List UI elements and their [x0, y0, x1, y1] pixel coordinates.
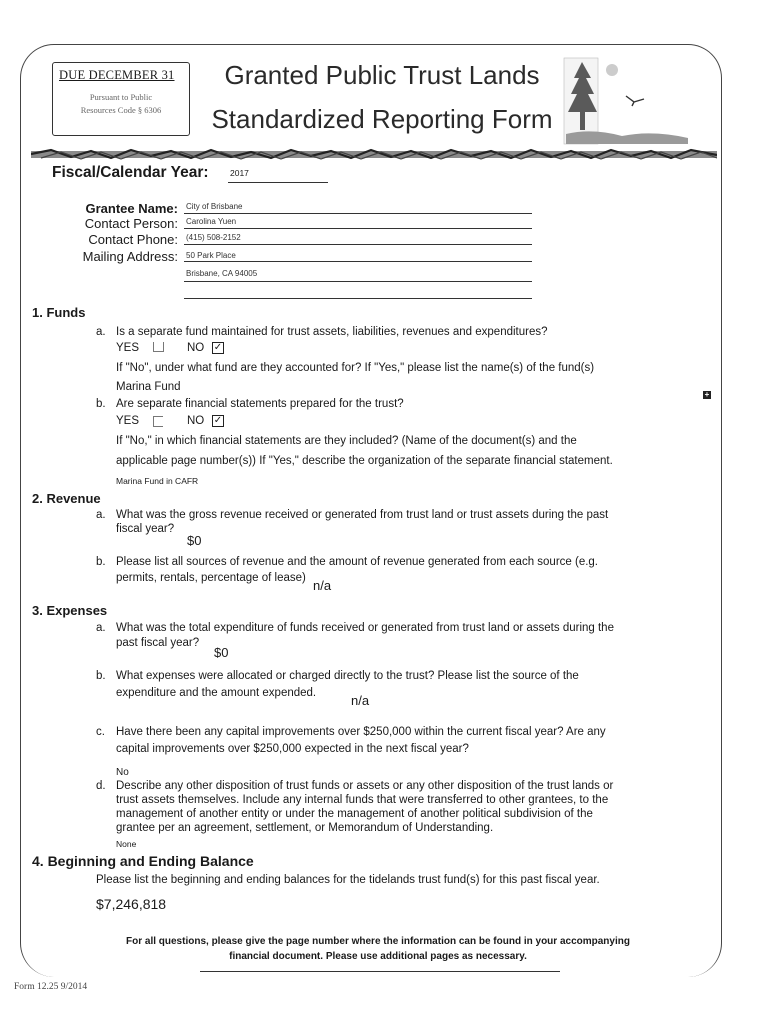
section-heading-revenue: 2. Revenue: [32, 491, 101, 506]
expenses-question-a-line2: past fiscal year?: [116, 637, 200, 649]
section-heading-funds: 1. Funds: [32, 305, 86, 320]
item-marker: a.: [96, 622, 106, 634]
expenses-answer-c[interactable]: No: [116, 767, 129, 778]
funds-a-no-label: NO: [187, 342, 205, 354]
item-marker: b.: [96, 556, 106, 568]
expenses-question-c-line1: Have there been any capital improvements over $250,000 within the current fiscal year? Are any: [116, 726, 606, 738]
expenses-question-d-line4: grantee per an agreement, settlement, or Memorandum of Understanding.: [116, 822, 494, 834]
funds-b-yes-checkbox[interactable]: [153, 416, 163, 427]
field-underline: [184, 213, 532, 214]
expenses-question-a-line1: What was the total expenditure of funds received or generated from trust land or assets during the: [116, 622, 614, 634]
funds-followup-b-line1: If "No," in which financial statements are they included? (Name of the document(s) and the: [116, 435, 577, 447]
mailing-address-line-1[interactable]: 50 Park Place: [186, 251, 236, 260]
mailing-address-line-2[interactable]: Brisbane, CA 94005: [186, 269, 258, 278]
funds-answer-b[interactable]: Marina Fund in CAFR: [116, 476, 199, 486]
funds-b-no-label: NO: [187, 415, 205, 427]
balance-value[interactable]: $7,246,818: [96, 896, 167, 912]
fiscal-year-value[interactable]: 2017: [230, 168, 249, 178]
expenses-question-b-line1: What expenses were allocated or charged directly to the trust? Please list the source of the: [116, 670, 579, 682]
field-underline: [184, 261, 532, 262]
expenses-question-d-line3: management of another entity or under the management of another political subdivision of the: [116, 808, 593, 820]
fiscal-year-label: Fiscal/Calendar Year:: [52, 164, 209, 181]
expand-plus-icon[interactable]: +: [704, 390, 710, 399]
funds-a-yes-checkbox[interactable]: [153, 342, 164, 352]
funds-followup-b-line2: applicable page number(s)) If "Yes," describe the organization of the separate financial statement.: [116, 455, 613, 467]
expenses-question-c-line2: capital improvements over $250,000 expected in the next fiscal year?: [116, 743, 469, 755]
decorative-banner: [31, 148, 717, 161]
section-heading-expenses: 3. Expenses: [32, 603, 108, 618]
item-marker: c.: [96, 726, 105, 738]
item-marker: a.: [96, 326, 106, 338]
form-number: Form 12.25 9/2014: [14, 982, 88, 992]
contact-phone-label: Contact Phone:: [88, 232, 178, 247]
due-date-box: [52, 62, 190, 136]
field-underline: [184, 228, 532, 229]
item-marker: a.: [96, 509, 106, 521]
mailing-address-label: Mailing Address:: [82, 249, 178, 264]
expenses-answer-a[interactable]: $0: [214, 645, 229, 660]
expenses-answer-b[interactable]: n/a: [351, 693, 370, 708]
field-underline: [184, 281, 532, 282]
contact-phone-value[interactable]: (415) 508-2152: [186, 233, 241, 242]
section-heading-balance: 4. Beginning and Ending Balance: [32, 853, 254, 869]
form-title-line-1: Granted Public Trust Lands: [224, 60, 540, 90]
funds-a-no-checkbox-checked[interactable]: ✓: [213, 342, 223, 353]
revenue-question-a-line1: What was the gross revenue received or generated from trust land or trust assets during the past: [116, 509, 609, 521]
contact-person-value[interactable]: Carolina Yuen: [186, 217, 237, 226]
field-underline: [184, 298, 532, 299]
revenue-question-a-line2: fiscal year?: [116, 523, 175, 535]
revenue-answer-a[interactable]: $0: [187, 533, 202, 548]
grantee-name-label: Grantee Name:: [85, 201, 178, 216]
due-date-title: DUE DECEMBER 31: [59, 68, 175, 82]
item-marker: b.: [96, 398, 106, 410]
funds-followup-a: If "No", under what fund are they accounted for? If "Yes," please list the name(s) of the fund(s): [116, 362, 595, 374]
footer-rule: [200, 971, 560, 972]
item-marker: b.: [96, 670, 106, 682]
due-date-note: Pursuant to Public Resources Code § 6306: [80, 92, 162, 115]
expenses-question-b-line2: expenditure and the amount expended.: [116, 687, 317, 699]
tree-logo-icon: [562, 56, 692, 148]
footer-instructions: For all questions, please give the page number where the information can be found in your accompanying financial document. Please use additional pages as necessary.: [126, 936, 630, 962]
funds-b-no-checkbox-checked[interactable]: ✓: [213, 415, 223, 426]
revenue-question-b-line2: permits, rentals, percentage of lease): [116, 572, 306, 584]
expenses-answer-d[interactable]: None: [116, 839, 137, 849]
funds-question-b: Are separate financial statements prepared for the trust?: [116, 398, 404, 410]
funds-question-a: Is a separate fund maintained for trust assets, liabilities, revenues and expenditures?: [116, 326, 548, 338]
funds-a-yes-label: YES: [116, 342, 140, 354]
revenue-question-b-line1: Please list all sources of revenue and the amount of revenue generated from each source (e.g.: [116, 556, 599, 568]
fiscal-year-underline: [228, 182, 328, 183]
contact-person-label: Contact Person:: [84, 216, 178, 231]
revenue-answer-b[interactable]: n/a: [313, 578, 332, 593]
grantee-name-value[interactable]: City of Brisbane: [186, 202, 243, 211]
expenses-question-d-line1: Describe any other disposition of trust funds or assets or any other disposition of the trust lands or: [116, 780, 614, 792]
field-underline: [184, 244, 532, 245]
balance-prompt: Please list the beginning and ending balances for the tidelands trust fund(s) for this past fiscal year.: [96, 874, 600, 886]
funds-answer-a[interactable]: Marina Fund: [116, 381, 181, 393]
funds-b-yes-label: YES: [116, 415, 140, 427]
expenses-question-d-line2: trust assets themselves. Include any internal funds that were transferred to other grantees, to the: [116, 794, 609, 806]
form-title-line-2: Standardized Reporting Form: [211, 104, 553, 134]
item-marker: d.: [96, 780, 106, 792]
